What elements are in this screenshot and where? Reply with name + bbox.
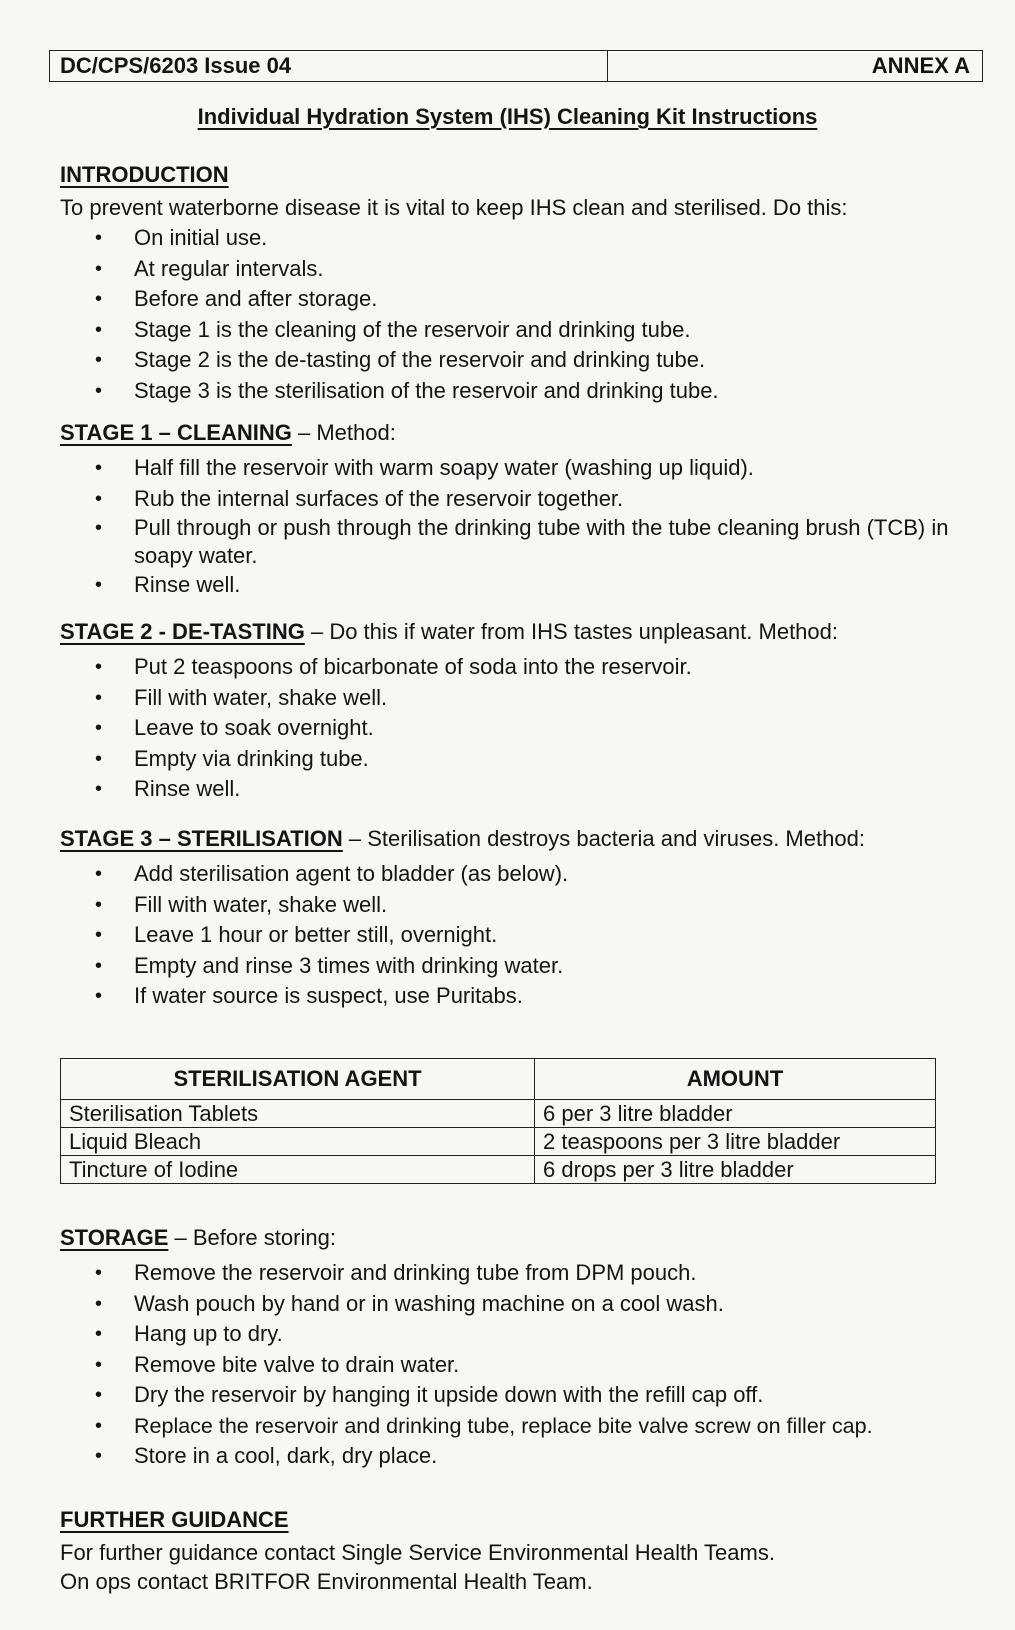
bullet-icon: •: [95, 717, 103, 739]
list-item-text: Rub the internal surfaces of the reservoir together.: [134, 485, 624, 511]
list-item: [60, 1441, 1000, 1472]
storage-heading-line: [60, 1223, 1000, 1253]
list-item: [60, 345, 1000, 376]
list-item: [60, 951, 1000, 982]
list-item-text: Hang up to dry.: [134, 1321, 283, 1346]
list-item-text: Empty and rinse 3 times with drinking water.: [134, 952, 564, 978]
stage3-heading: STAGE 3 – STERILISATION: [60, 826, 343, 851]
list-item: [60, 744, 1000, 775]
list-item-text: Stage 2 is the de-tasting of the reservoir and drinking tube.: [134, 347, 706, 372]
list-item-text: If water source is suspect, use Puritabs.: [134, 983, 523, 1008]
list-item-text: Remove the reservoir and drinking tube from DPM pouch.: [134, 1260, 697, 1285]
bullet-icon: •: [95, 1384, 103, 1406]
storage-section: [60, 1223, 1000, 1472]
further-guidance-heading-line: [60, 1505, 1000, 1535]
list-item: [60, 859, 1000, 890]
bullet-icon: •: [95, 863, 103, 885]
document-title: Individual Hydration System (IHS) Cleaning Kit Instructions: [197, 104, 818, 129]
stage2-section: [60, 617, 1000, 805]
list-item-text: Fill with water, shake well.: [134, 891, 388, 917]
table-row: [61, 1128, 936, 1156]
further-guidance-section: [60, 1505, 1000, 1596]
stage2-heading: STAGE 2 - DE-TASTING: [60, 619, 305, 644]
storage-heading: STORAGE: [60, 1225, 169, 1250]
list-item-text: Stage 3 is the sterilisation of the reservoir and drinking tube.: [134, 377, 719, 403]
table-cell: Sterilisation Tablets: [61, 1100, 535, 1128]
list-item: [60, 774, 1000, 805]
introduction-heading: INTRODUCTION: [60, 162, 229, 187]
bullet-icon: •: [95, 288, 103, 310]
list-item: [60, 713, 1000, 744]
list-item: [60, 1289, 1000, 1320]
table-header-amount: AMOUNT: [535, 1059, 936, 1100]
list-item: [60, 683, 1000, 714]
list-item-text: Before and after storage.: [134, 286, 378, 311]
doc-reference: DC/CPS/6203 Issue 04: [50, 51, 608, 81]
introduction-text: To prevent waterborne disease it is vital to keep IHS clean and sterilised. Do this:: [60, 195, 848, 220]
stage3-heading-suffix: – Sterilisation destroys bacteria and viruses. Method:: [342, 826, 865, 851]
table-cell: 6 drops per 3 litre bladder: [535, 1156, 936, 1184]
list-item-text: Put 2 teaspoons of bicarbonate of soda into the reservoir.: [134, 654, 692, 679]
table-row: [61, 1156, 936, 1184]
list-item: [60, 254, 1000, 285]
list-item-text: Empty via drinking tube.: [134, 745, 369, 771]
stage1-section: [60, 418, 1000, 601]
storage-heading-suffix: – Before storing:: [168, 1225, 336, 1250]
table-cell: 6 per 3 litre bladder: [535, 1100, 936, 1128]
document-title-wrap: [0, 104, 1015, 130]
sterilisation-agent-table: [60, 1058, 936, 1184]
bullet-icon: •: [95, 257, 103, 280]
list-item: [60, 981, 1000, 1012]
bullet-icon: •: [95, 1262, 103, 1284]
bullet-icon: •: [95, 574, 103, 596]
stage1-heading-suffix: – Method:: [291, 420, 396, 445]
annex-label: ANNEX A: [871, 53, 970, 78]
list-item-text: Leave 1 hour or better still, overnight.: [134, 922, 498, 947]
stage2-heading-suffix: – Do this if water from IHS tastes unpleasant. Method:: [304, 619, 838, 644]
table-header-row: [61, 1059, 936, 1100]
stage1-list: [60, 453, 1000, 601]
list-item: [60, 1380, 1000, 1411]
bullet-icon: •: [95, 778, 103, 800]
further-guidance-line: For further guidance contact Single Service Environmental Health Teams.: [60, 1540, 775, 1565]
bullet-icon: •: [95, 1353, 103, 1376]
list-item: [60, 223, 1000, 254]
introduction-list: [60, 223, 1000, 406]
stage2-heading-line: [60, 617, 1000, 647]
bullet-icon: •: [95, 1323, 103, 1345]
list-item: [60, 315, 1000, 346]
table-header-agent: STERILISATION AGENT: [61, 1059, 535, 1100]
bullet-icon: •: [95, 1414, 103, 1437]
list-item: [60, 890, 1000, 921]
list-item: [60, 1319, 1000, 1350]
list-item: [60, 1258, 1000, 1289]
bullet-icon: •: [95, 985, 103, 1007]
list-item: [60, 652, 1000, 683]
document-header: [49, 50, 983, 82]
bullet-icon: •: [95, 893, 103, 916]
list-item-text: Pull through or push through the drinking tube with the tube cleaning brush (TCB) in soapy water.: [134, 515, 949, 568]
list-item: [60, 514, 1000, 570]
further-guidance-line: On ops contact BRITFOR Environmental Health Team.: [60, 1569, 593, 1594]
stage1-heading: STAGE 1 – CLEANING: [60, 420, 292, 445]
list-item: [60, 570, 1000, 601]
list-item-text: Rinse well.: [134, 572, 241, 597]
bullet-icon: •: [95, 349, 103, 371]
list-item: [60, 1350, 1000, 1381]
list-item-text: Wash pouch by hand or in washing machine on a cool wash.: [134, 1290, 724, 1316]
further-guidance-heading: FURTHER GUIDANCE: [60, 1507, 289, 1532]
list-item-text: Stage 1 is the cleaning of the reservoir and drinking tube.: [134, 316, 691, 342]
bullet-icon: •: [95, 1292, 103, 1315]
stage3-section: [60, 824, 1000, 1012]
stage3-list: [60, 859, 1000, 1012]
stage3-heading-line: [60, 824, 1000, 854]
list-item-text: Rinse well.: [134, 776, 241, 801]
stage2-list: [60, 652, 1000, 805]
list-item: [60, 376, 1000, 407]
bullet-icon: •: [95, 379, 103, 402]
list-item-text: Half fill the reservoir with warm soapy water (washing up liquid).: [134, 455, 754, 480]
bullet-icon: •: [95, 1445, 103, 1467]
bullet-icon: •: [95, 487, 103, 510]
list-item-text: Remove bite valve to drain water.: [134, 1351, 460, 1377]
introduction-section: [60, 160, 1000, 406]
bullet-icon: •: [95, 318, 103, 341]
storage-list: [60, 1258, 1000, 1472]
list-item: [60, 453, 1000, 484]
table-cell: 2 teaspoons per 3 litre bladder: [535, 1128, 936, 1156]
introduction-heading-line: [60, 160, 1000, 190]
list-item-text: Replace the reservoir and drinking tube, replace bite valve screw on filler cap.: [134, 1413, 873, 1438]
list-item-text: Add sterilisation agent to bladder (as below).: [134, 861, 569, 886]
bullet-icon: •: [95, 457, 103, 479]
list-item: [60, 484, 1000, 515]
list-item: [60, 1411, 1000, 1442]
list-item-text: Store in a cool, dark, dry place.: [134, 1443, 438, 1468]
bullet-icon: •: [95, 924, 103, 946]
bullet-icon: •: [95, 517, 103, 539]
bullet-icon: •: [95, 954, 103, 977]
list-item-text: Dry the reservoir by hanging it upside down with the refill cap off.: [134, 1382, 764, 1407]
list-item-text: Leave to soak overnight.: [134, 715, 374, 740]
table-row: [61, 1100, 936, 1128]
bullet-icon: •: [95, 686, 103, 709]
bullet-icon: •: [95, 227, 103, 249]
list-item-text: At regular intervals.: [134, 255, 324, 281]
list-item: [60, 920, 1000, 951]
table-cell: Tincture of Iodine: [61, 1156, 535, 1184]
bullet-icon: •: [95, 747, 103, 770]
table-cell: Liquid Bleach: [61, 1128, 535, 1156]
list-item-text: On initial use.: [134, 225, 268, 250]
bullet-icon: •: [95, 656, 103, 678]
list-item-text: Fill with water, shake well.: [134, 684, 388, 710]
list-item: [60, 284, 1000, 315]
stage1-heading-line: [60, 418, 1000, 448]
